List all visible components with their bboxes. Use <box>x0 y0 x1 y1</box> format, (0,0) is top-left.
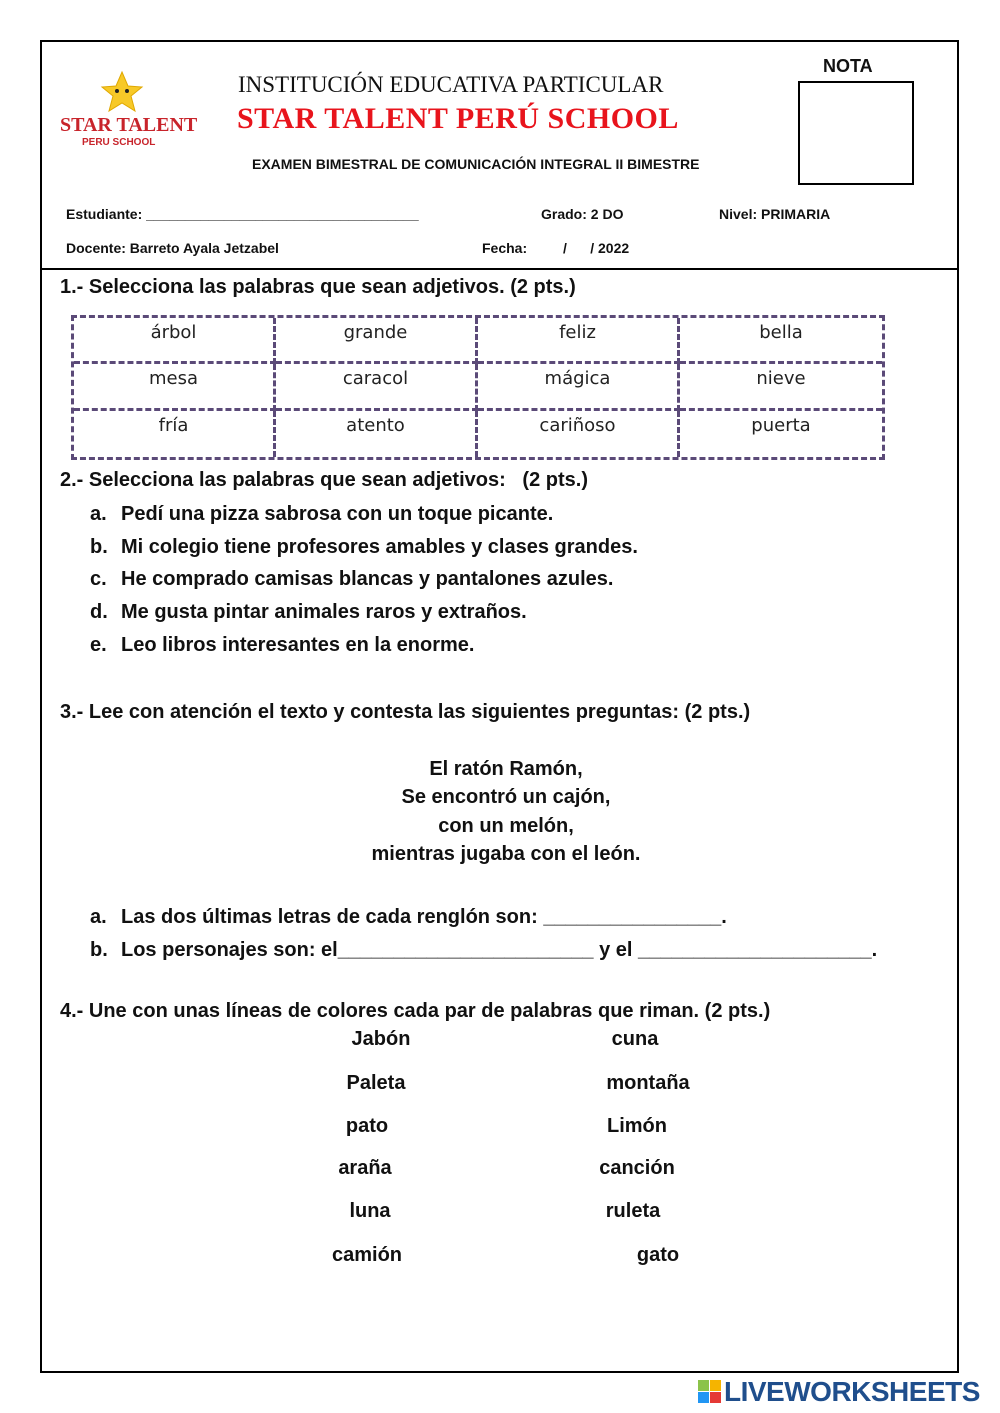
q2-title: 2.- Selecciona las palabras que sean adjetivos: (2 pts.) <box>60 469 588 491</box>
rhyme-right-word[interactable]: ruleta <box>605 1200 661 1222</box>
word-cell[interactable]: caracol <box>276 364 478 410</box>
poem-line: El ratón Ramón, <box>429 758 583 780</box>
poem-line: mientras jugaba con el león. <box>371 843 641 865</box>
word-cell[interactable]: fría <box>74 411 276 457</box>
date-value: / / 2022 <box>563 240 630 256</box>
q2-sentence[interactable]: He comprado camisas blancas y pantalones azules. <box>121 568 614 590</box>
word-cell[interactable]: mágica <box>478 364 680 410</box>
poem-line: Se encontró un cajón, <box>401 786 611 808</box>
rhyme-left-word[interactable]: luna <box>349 1200 391 1222</box>
level: Nivel: PRIMARIA <box>719 206 831 222</box>
q2-letter: a. <box>90 503 107 525</box>
nota-box[interactable] <box>798 81 914 185</box>
rhyme-left-word[interactable]: Jabón <box>351 1028 411 1050</box>
exam-title: EXAMEN BIMESTRAL DE COMUNICACIÓN INTEGRAL II BIMESTRE <box>252 156 700 172</box>
q2-sentence[interactable]: Leo libros interesantes en la enorme. <box>121 634 475 656</box>
word-cell[interactable]: cariñoso <box>478 411 680 457</box>
adjective-grid <box>71 315 885 460</box>
rhyme-right-word[interactable]: Limón <box>607 1115 667 1137</box>
q3-letter: b. <box>90 939 108 961</box>
student-field[interactable]: Estudiante: ___________________________________ <box>66 206 419 222</box>
q4-title: 4.- Une con unas líneas de colores cada par de palabras que riman. (2 pts.) <box>60 1000 771 1022</box>
word-cell[interactable]: árbol <box>74 318 276 364</box>
word-cell[interactable]: mesa <box>74 364 276 410</box>
rhyme-left-word[interactable]: Paleta <box>346 1072 406 1094</box>
star-logo-icon <box>100 70 144 119</box>
q3-title: 3.- Lee con atención el texto y contesta las siguientes preguntas: (2 pts.) <box>60 701 751 723</box>
rhyme-left-word[interactable]: pato <box>345 1115 389 1137</box>
word-cell[interactable]: puerta <box>751 414 811 436</box>
rhyme-left-word[interactable]: araña <box>338 1157 392 1179</box>
rhyme-left-word[interactable]: camión <box>331 1244 403 1266</box>
rhyme-right-word[interactable]: cuna <box>611 1028 659 1050</box>
q2-letter: d. <box>90 601 108 623</box>
q3-answer-a[interactable]: Las dos últimas letras de cada renglón son: ________________. <box>121 906 727 928</box>
rhyme-right-word[interactable]: canción <box>599 1157 675 1179</box>
logo-subtext: PERU SCHOOL <box>82 137 156 148</box>
date-label: Fecha: <box>482 240 528 256</box>
q2-sentence[interactable]: Mi colegio tiene profesores amables y clases grandes. <box>121 536 638 558</box>
q2-letter: c. <box>90 568 107 590</box>
q1-title: 1.- Selecciona las palabras que sean adjetivos. (2 pts.) <box>60 276 576 298</box>
nota-label: NOTA <box>823 56 873 76</box>
teacher: Docente: Barreto Ayala Jetzabel <box>66 240 279 256</box>
logo-text: STAR TALENT <box>60 114 198 136</box>
institution-title: INSTITUCIÓN EDUCATIVA PARTICULAR <box>238 72 664 97</box>
word-cell[interactable]: nieve <box>680 364 882 410</box>
q2-sentence[interactable]: Me gusta pintar animales raros y extraños. <box>121 601 527 623</box>
q2-letter: e. <box>90 634 107 656</box>
grade: Grado: 2 DO <box>541 206 624 222</box>
rhyme-right-word[interactable]: montaña <box>606 1072 690 1094</box>
q2-sentence[interactable]: Pedí una pizza sabrosa con un toque picante. <box>121 503 554 525</box>
q2-letter: b. <box>90 536 108 558</box>
poem-line: con un melón, <box>438 815 574 837</box>
footer-brand: LIVEWORKSHEETS <box>724 1376 980 1407</box>
word-cell[interactable]: feliz <box>478 318 680 364</box>
word-cell[interactable]: grande <box>276 318 478 364</box>
school-name: STAR TALENT PERÚ SCHOOL <box>237 102 679 135</box>
q3-letter: a. <box>90 906 107 928</box>
rhyme-right-word[interactable]: gato <box>636 1244 680 1266</box>
word-cell[interactable]: atento <box>276 411 478 457</box>
liveworksheets-logo-icon <box>698 1380 721 1403</box>
header-divider <box>40 268 959 270</box>
word-cell[interactable]: bella <box>680 318 882 364</box>
q3-answer-b[interactable]: Los personajes son: el_______________________ y el _____________________. <box>121 939 878 961</box>
